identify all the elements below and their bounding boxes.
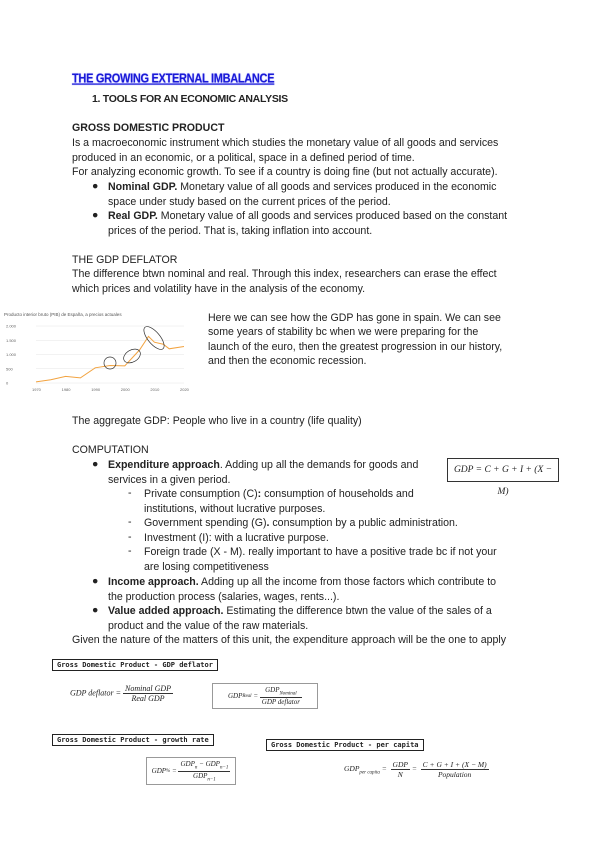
income-text2: the production process (salaries, wages, rents...).	[108, 591, 340, 603]
real-gdp-numerator: GDP	[265, 686, 280, 695]
chart-y-ticks	[6, 324, 17, 386]
aggregate-gdp-text: The aggregate GDP: People who live in a country (life quality)	[72, 415, 362, 427]
value-added-text1: Estimating the difference btwn the value of the sales of a	[223, 605, 492, 617]
nominal-gdp-label: Nominal GDP.	[108, 181, 178, 193]
chart-x-tick-label: 2010	[150, 387, 160, 392]
deflator-lhs: GDP deflator =	[70, 688, 122, 698]
dash-marker: -	[128, 487, 132, 499]
chart-y-tick-label: 0	[6, 380, 9, 386]
private-consumption-text2: institutions, without lucrative purposes.	[144, 503, 326, 515]
growth-rate-box: Gross Domestic Product - growth rate	[52, 734, 214, 746]
deflator-formula	[70, 684, 173, 703]
annotation-circle	[140, 323, 167, 352]
chart-title: Producto interior bruto (PIB) de España, a precios actuales	[4, 312, 122, 317]
real-gdp-formula: GDP Real = $\frac{GDP_{Nominal}}{\text{GDP deflator}}$	[212, 683, 318, 709]
percap-denominator1: N	[397, 770, 403, 779]
percap-numerator2: C + G + I + (X − M)	[422, 760, 487, 769]
foreign-trade-text1: Foreign trade (X - M). really important to have a positive trade bc if not your	[144, 546, 497, 558]
growth-numerator-mid: − GDP	[197, 760, 220, 769]
gdp-heading: GROSS DOMESTIC PRODUCT	[72, 122, 225, 134]
gdp-def-line2: produced in an economic, or a political, space in a defined period of time.	[72, 152, 415, 164]
bullet-dot: ●	[92, 180, 99, 192]
private-consumption-text1: consumption of households and	[261, 488, 414, 500]
growth-denominator: GDP	[193, 771, 208, 780]
gdp-def-line1: Is a macroeconomic instrument which studies the monetary value of all goods and services	[72, 137, 499, 149]
percap-lhs: GDP	[344, 764, 360, 774]
chart-grid	[36, 326, 184, 383]
chart-x-tick-label: 1990	[91, 387, 101, 392]
real-gdp-lhs-sub: Real	[242, 693, 252, 699]
deflator-numerator: Nominal GDP	[125, 684, 172, 693]
bullet-dot: ●	[92, 209, 99, 221]
chart-desc-line1: Here we can see how the GDP has gone in spain. We can see	[208, 312, 501, 324]
nominal-gdp-text1: Monetary value of all goods and services produced in the economic	[177, 181, 497, 193]
chart-x-ticks	[32, 387, 190, 392]
page-title: THE GROWING EXTERNAL IMBALANCE	[72, 72, 275, 86]
gdp-def-line3: For analyzing economic growth. To see if a country is doing fine (but not actually accurate).	[72, 166, 498, 178]
government-spending-sep: .	[266, 517, 270, 529]
chart-desc-line3: launch of the euro, then the greatest progression in our history,	[208, 341, 503, 353]
real-gdp-text1: Monetary value of all goods and services produced based on the constant	[157, 210, 508, 222]
bullet-dot: ●	[92, 458, 99, 470]
chart-desc-line2: some years of stability bc when we were preparing for the	[208, 326, 479, 338]
percap-fraction2	[421, 760, 489, 779]
deflator-denominator: Real GDP	[131, 694, 165, 703]
bullet-dot: ●	[92, 604, 99, 616]
deflator-text1: The difference btwn nominal and real. Through this index, researchers can erase the effect	[72, 268, 497, 280]
government-spending-item	[144, 516, 524, 531]
per-capita-box: Gross Domestic Product - per capita	[266, 739, 424, 751]
real-gdp-label: Real GDP.	[108, 210, 158, 222]
real-gdp-numerator-sub: Nominal	[279, 691, 297, 697]
deflator-heading: THE GDP DEFLATOR	[72, 254, 178, 266]
real-gdp-item	[108, 209, 528, 239]
investment-item: Investment (I): with a lucrative purpose.	[144, 532, 329, 544]
gdp-deflator-box: Gross Domestic Product - GDP deflator	[52, 659, 218, 671]
real-gdp-text2: prices of the period. That is, taking inflation into account.	[108, 225, 373, 237]
foreign-trade-text2: are losing competitiveness	[144, 561, 269, 573]
chart-x-tick-label: 1980	[61, 387, 71, 392]
government-spending-label: Government spending (G)	[144, 517, 267, 529]
nominal-gdp-item	[108, 180, 528, 210]
chart-y-tick-label: 1.000	[6, 352, 17, 357]
government-spending-text: consumption by a public administration.	[269, 517, 458, 529]
percap-denominator2: Population	[437, 770, 472, 779]
private-consumption-label: Private consumption (C)	[144, 488, 258, 500]
private-consumption-item	[144, 487, 524, 517]
growth-numerator-sub1: n	[194, 765, 198, 771]
chart-x-tick-label: 1970	[32, 387, 41, 392]
growth-numerator: GDP	[180, 760, 195, 769]
real-gdp-lhs: GDP	[228, 692, 243, 700]
chart-desc-line4: and then the economic recession.	[208, 355, 367, 367]
nominal-gdp-text2: space under study based on the current prices of the period.	[108, 196, 391, 208]
given-nature-text: Given the nature of the matters of this unit, the expenditure approach will be the one to apply	[72, 634, 507, 646]
growth-denominator-sub: n−1	[207, 776, 216, 782]
value-added-text2: product and the value of the raw materials.	[108, 620, 309, 632]
computation-heading: COMPUTATION	[72, 444, 149, 456]
value-added-approach-item	[108, 604, 528, 634]
bullet-dot: ●	[92, 575, 99, 587]
growth-lhs: GDP	[151, 767, 167, 775]
growth-rate-formula: GDP % = $\frac{GDP_n - GDP_{n-1}}{GDP_{n-1}}$	[146, 757, 236, 785]
section-subtitle: 1. TOOLS FOR AN ECONOMIC ANALYSIS	[92, 93, 288, 105]
percap-lhs-sub: per capita	[359, 770, 380, 776]
dash-marker: -	[128, 531, 132, 543]
annotation-circle	[104, 357, 116, 369]
real-gdp-fraction	[260, 686, 302, 705]
expenditure-text1: . Adding up all the demands for goods and	[219, 459, 419, 471]
chart-series-line	[36, 336, 184, 382]
private-consumption-sep: :	[257, 488, 262, 500]
dash-marker: -	[128, 516, 132, 528]
expenditure-label: Expenditure approach	[108, 459, 220, 471]
gdp-equation-box: GDP = C + G + I + (X − M)	[447, 458, 559, 482]
value-added-label: Value added approach.	[108, 605, 224, 617]
expenditure-text2: services in a given period.	[108, 474, 231, 486]
income-approach-item	[108, 575, 528, 605]
income-text1: Adding up all the income from those factors which contribute to	[198, 576, 497, 588]
chart-y-tick-label: 2.000	[6, 323, 17, 329]
chart-y-tick-label: 500	[6, 366, 13, 372]
growth-numerator-sub2: n−1	[219, 765, 229, 771]
percap-numerator1: GDP	[392, 760, 408, 769]
expenditure-approach-item	[108, 458, 438, 488]
percap-fraction1	[391, 760, 410, 779]
growth-lhs-sub: %	[166, 768, 171, 774]
per-capita-formula: $GDP_{per capita}$ = $\frac{\text{GDP}}{N}$ = $\frac{C + G + I + (X - M)}{\text{Population}}$	[344, 760, 487, 779]
growth-fraction	[178, 760, 230, 782]
deflator-text2: which prices and volatility have in the analysis of the economy.	[72, 283, 366, 295]
deflator-fraction	[123, 684, 173, 703]
income-label: Income approach.	[108, 576, 199, 588]
chart-x-tick-label: 2000	[120, 387, 130, 392]
foreign-trade-item	[144, 545, 524, 575]
chart-y-tick-label: 1.500	[6, 337, 17, 343]
gdp-line-chart	[2, 308, 192, 398]
real-gdp-denominator: GDP deflator	[261, 697, 300, 706]
dash-marker: -	[128, 545, 132, 557]
chart-x-tick-label: 2020	[180, 387, 189, 392]
